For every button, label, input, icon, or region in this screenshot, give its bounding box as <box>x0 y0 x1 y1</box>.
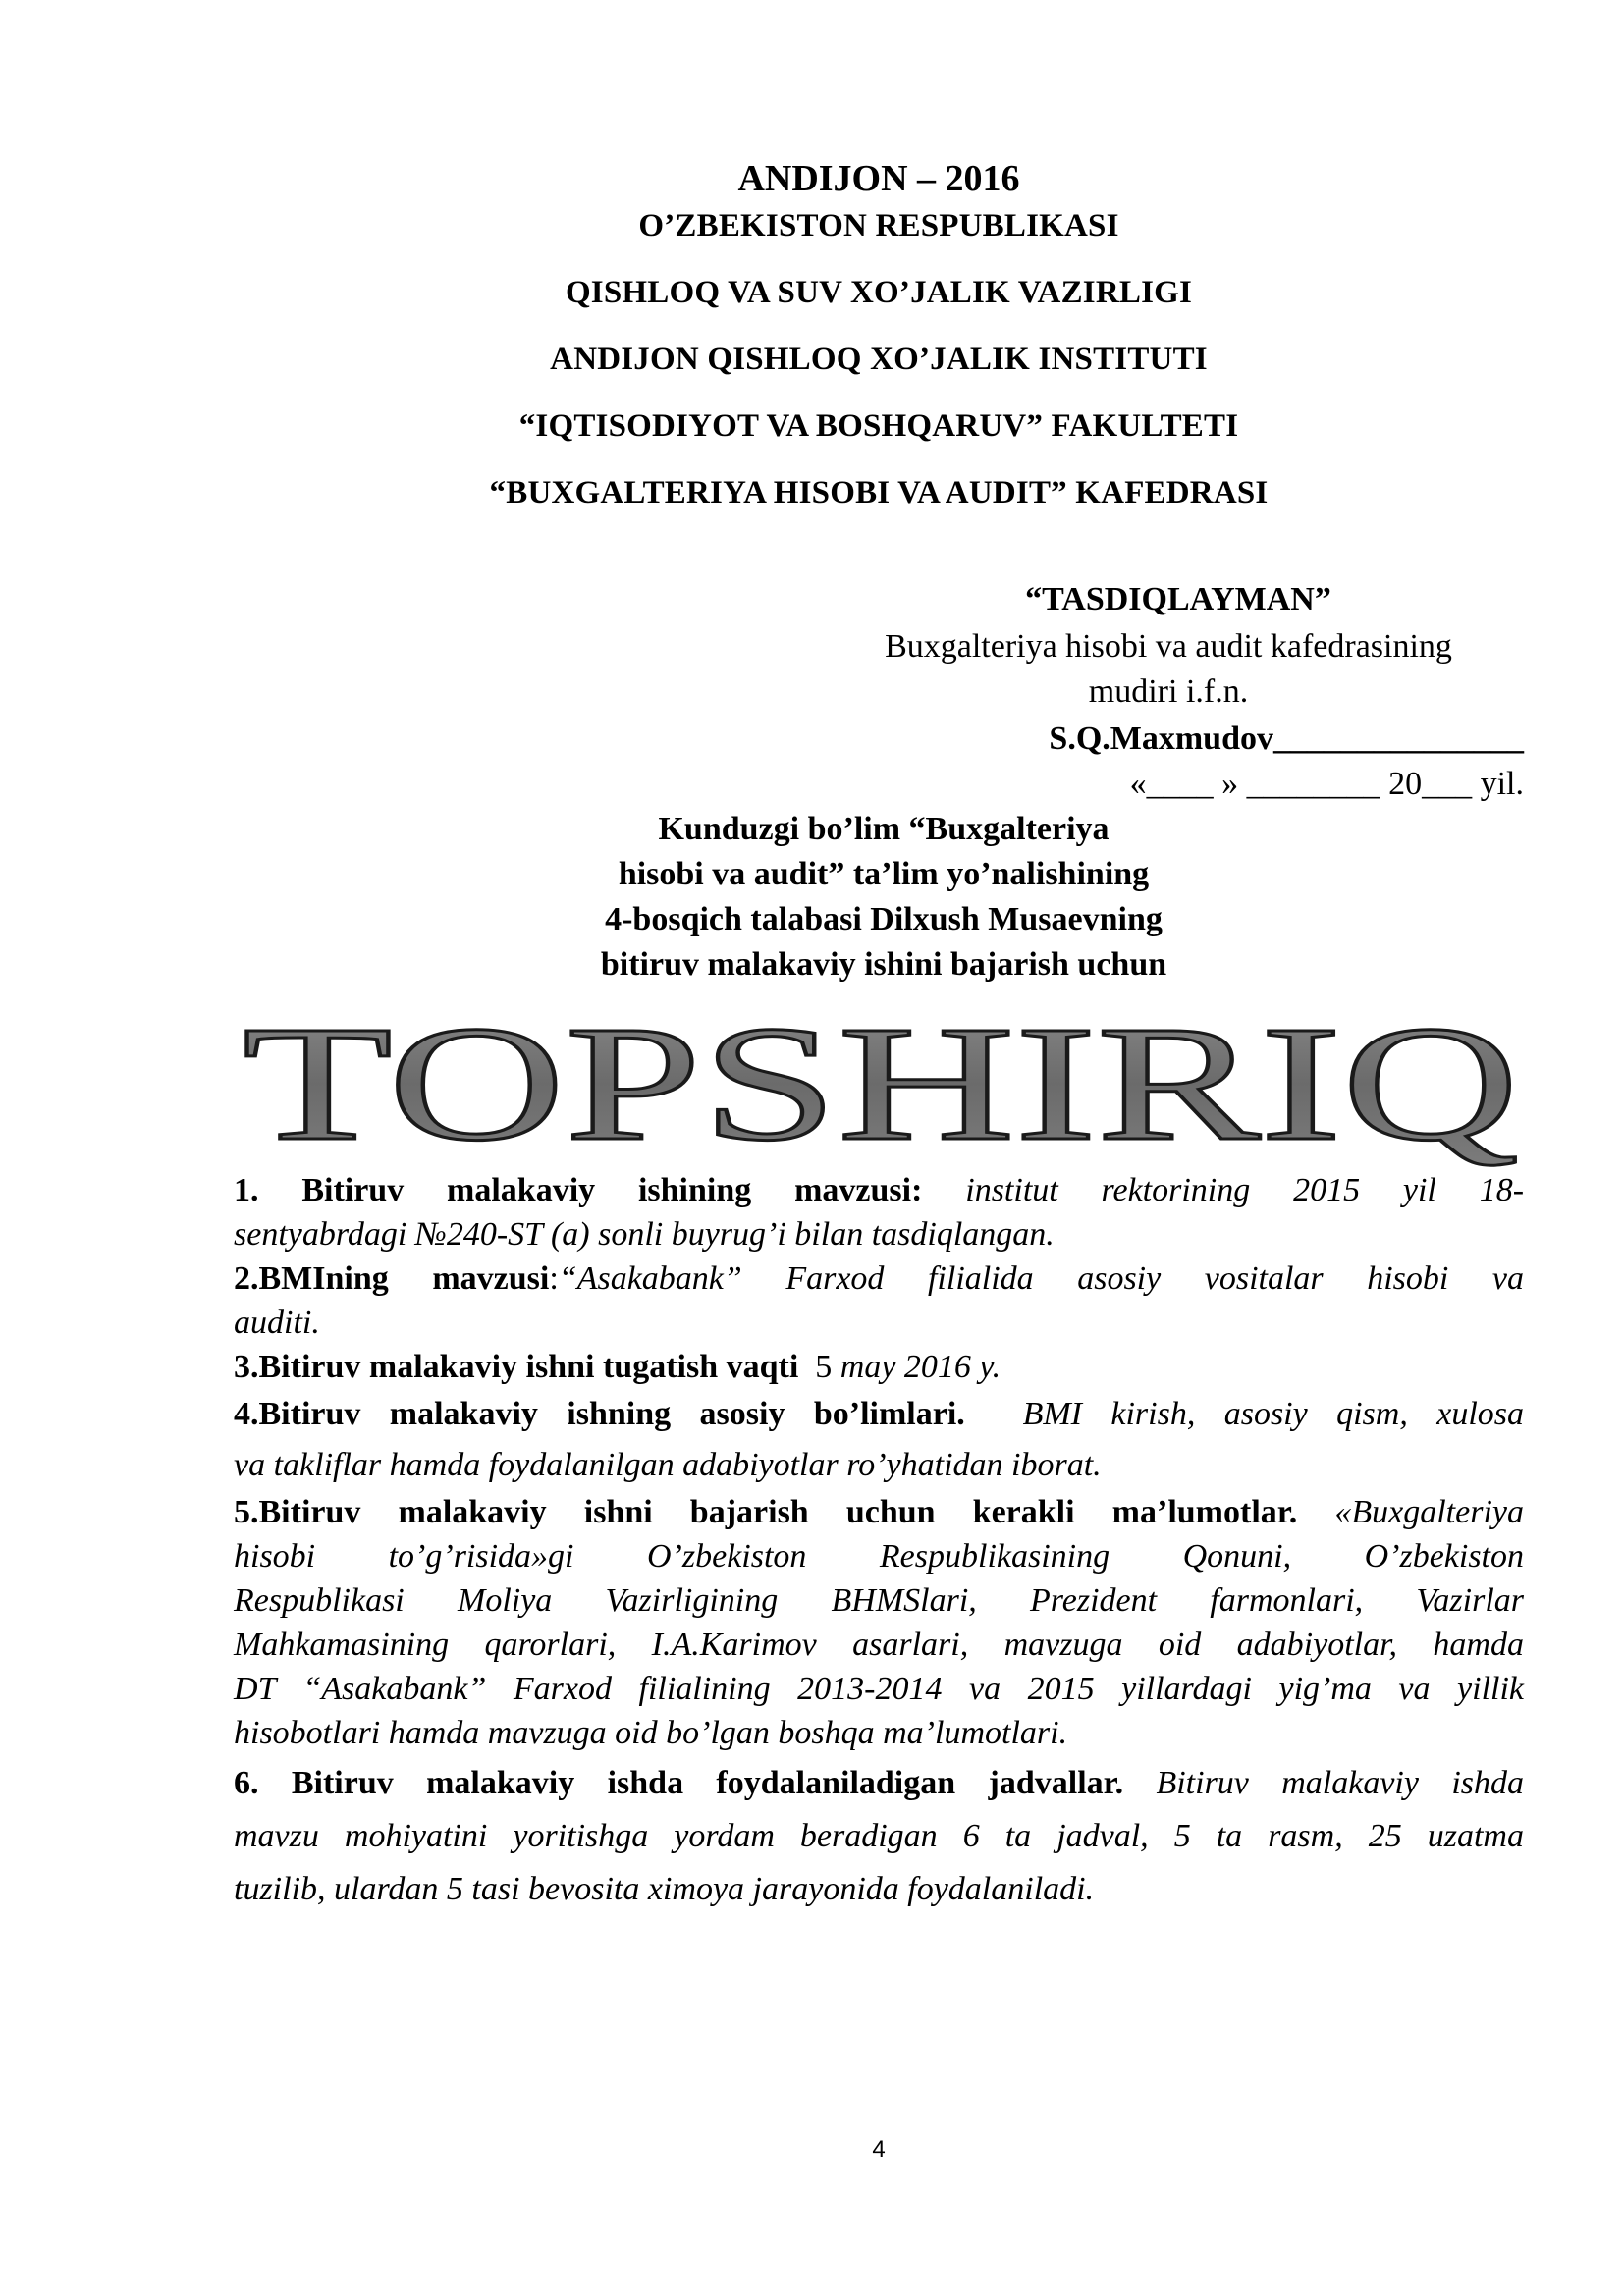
item-4-bolimlari <box>234 1389 1524 1491</box>
item-1-label: 1. Bitiruv malakaviy ishining mavzusi: <box>234 1172 923 1208</box>
approval-date-line: «____ » ________ 20___ yil. <box>1129 766 1524 802</box>
item-2-bmi-mavzusi <box>234 1256 1524 1345</box>
header-line-republic: O’ZBEKISTON RESPUBLIKASI <box>638 208 1119 243</box>
subtitle-line1: Kunduzgi bo’lim “Buxgalteriya <box>658 811 1110 847</box>
header-line-faculty: “IQTISODIYOT VA BOSHQARUV” FAKULTETI <box>518 408 1239 444</box>
approval-position-line1: Buxgalteriya hisobi va audit kafedrasining <box>885 628 1452 665</box>
item-2-text-line2: auditi. <box>234 1305 320 1341</box>
item-6-text-line1: Bitiruv malakaviy ishda <box>1156 1765 1524 1801</box>
item-3-label: 3.Bitiruv malakaviy ishni tugatish vaqti <box>234 1349 799 1385</box>
approval-position-line2: mudiri i.f.n. <box>1088 673 1249 710</box>
header-line-department: “BUXGALTERIYA HISOBI VA AUDIT” KAFEDRASI <box>489 475 1269 510</box>
topshiriq-banner-text: TOPSHIRIQ <box>243 1019 1519 1175</box>
item-4-text-line2: va takliflar hamda foydalanilgan adabiyotlar ro’yhatidan iborat. <box>234 1447 1102 1483</box>
approval-title: “TASDIQLAYMAN” <box>1025 581 1331 617</box>
item-5-text-line3: Respublikasi Moliya Vazirligining BHMSlari, Prezident farmonlari, Vazirlar <box>234 1582 1524 1619</box>
item-2-colon: : <box>549 1260 559 1297</box>
item-4-label: 4.Bitiruv malakaviy ishning asosiy bo’limlari. <box>234 1396 965 1432</box>
subtitle-line2: hisobi va audit” ta’lim yo’nalishining <box>618 856 1150 892</box>
item-3-tugatish-vaqti <box>234 1345 1524 1389</box>
item-5-text-line4: Mahkamasining qarorlari, I.A.Karimov asarlari, mavzuga oid adabiyotlar, hamda <box>234 1627 1524 1663</box>
item-1-text-line2: sentyabrdagi №240-ST (a) sonli buyrug’i bilan tasdiqlangan. <box>234 1216 1055 1253</box>
city-year-heading: ANDIJON – 2016 <box>737 158 1020 199</box>
header-line-institute: ANDIJON QISHLOQ XO’JALIK INSTITUTI <box>550 342 1208 377</box>
item-5-text-line5: DT “Asakabank” Farxod filialining 2013-2014 va 2015 yillardagi yig’ma va yillik <box>234 1671 1524 1707</box>
item-5-text-line2: hisobi to’g’risida»gi O’zbekiston Respublikasining Qonuni, O’zbekiston <box>234 1538 1524 1575</box>
item-2-label: 2.BMIning mavzusi <box>234 1260 550 1297</box>
approval-signer: S.Q.Maxmudov_______________ <box>1049 721 1524 757</box>
item-2-text-line1: “Asakabank” Farxod filialida asosiy vositalar hisobi va <box>558 1260 1524 1297</box>
page-number: 4 <box>872 2136 886 2163</box>
subtitle-line4: bitiruv malakaviy ishini bajarish uchun <box>600 946 1167 983</box>
item-3-date-text: may 2016 y. <box>839 1349 1001 1385</box>
item-1-text-line1: institut rektorining 2015 yil 18- <box>965 1172 1525 1208</box>
item-3-day: 5 <box>815 1349 833 1385</box>
item-6-text-line3: tuzilib, ulardan 5 tasi bevosita ximoya jarayonida foydalaniladi. <box>234 1871 1095 1907</box>
item-5-text-line6: hisobotlari hamda mavzuga oid bo’lgan boshqa ma’lumotlari. <box>234 1715 1068 1751</box>
item-5-label: 5.Bitiruv malakaviy ishni bajarish uchun kerakli ma’lumotlar. <box>234 1494 1298 1530</box>
item-5-malumotlar <box>234 1490 1524 1755</box>
item-5-text-line1: «Buxgalteriya <box>1334 1494 1524 1530</box>
item-6-text-line2: mavzu mohiyatini yoritishga yordam beradigan 6 ta jadval, 5 ta rasm, 25 uzatma <box>234 1818 1524 1854</box>
item-4-text-line1: BMI kirish, asosiy qism, xulosa <box>1022 1396 1525 1432</box>
item-1-mavzusi <box>234 1168 1524 1256</box>
subtitle-line3: 4-bosqich talabasi Dilxush Musaevning <box>605 901 1163 937</box>
item-6-label: 6. Bitiruv malakaviy ishda foydalaniladigan jadvallar. <box>234 1765 1124 1801</box>
item-6-jadvallar <box>234 1757 1524 1916</box>
header-line-ministry: QISHLOQ VA SUV XO’JALIK VAZIRLIGI <box>565 275 1193 310</box>
